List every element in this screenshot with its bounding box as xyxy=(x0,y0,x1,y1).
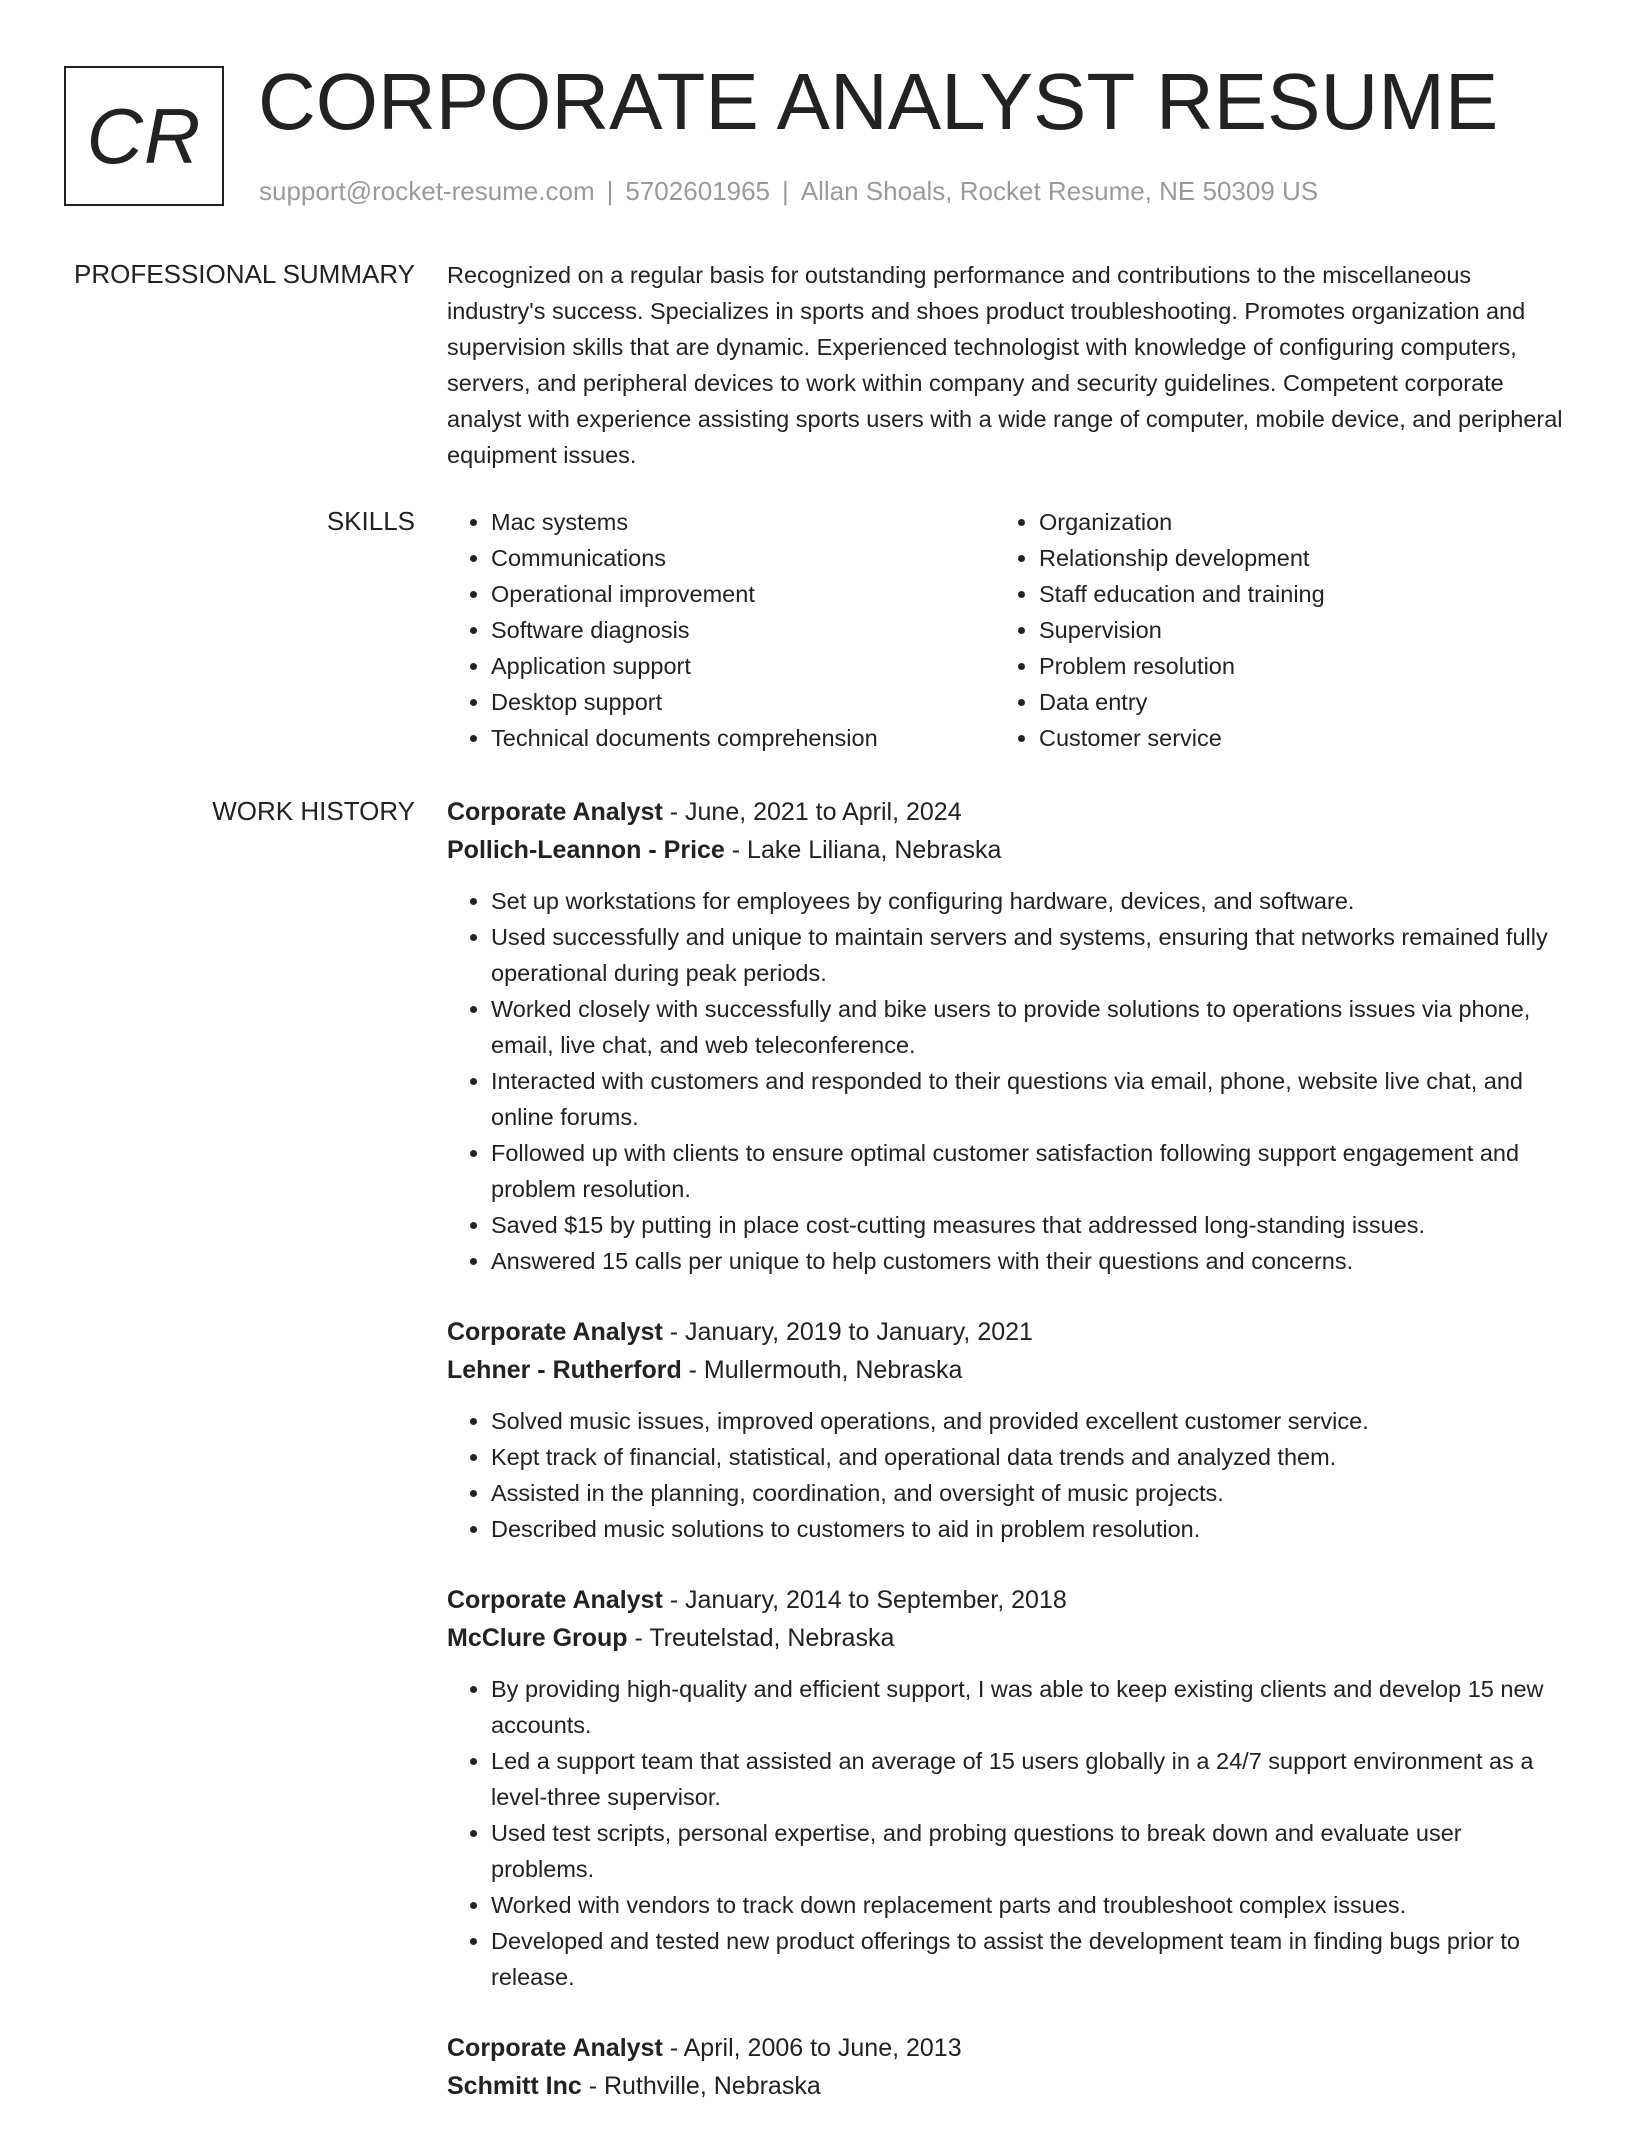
job-entry xyxy=(447,1581,1567,1995)
job-title-line xyxy=(447,1313,1567,1351)
job-company: Schmitt Inc xyxy=(447,2072,582,2100)
job-title-line xyxy=(447,793,1567,831)
job-company: Lehner - Rutherford xyxy=(447,1356,682,1384)
section-label-skills: SKILLS xyxy=(326,506,415,536)
job-company-line xyxy=(447,2067,1567,2105)
contact-separator: | xyxy=(782,176,789,206)
section-label-work: WORK HISTORY xyxy=(212,796,415,826)
skills-section xyxy=(447,504,1567,756)
job-title: Corporate Analyst xyxy=(447,798,663,826)
job-bullet: • Led a support team that assisted an average of 15 users globally in a 24/7 support environment as a level-three supervisor. xyxy=(491,1743,1567,1815)
contact-line xyxy=(259,174,1318,208)
skill-item: • Problem resolution xyxy=(1039,648,1539,684)
job-company-line xyxy=(447,1619,1567,1657)
page-title: CORPORATE ANALYST RESUME xyxy=(258,57,1499,146)
job-title-line xyxy=(447,1581,1567,1619)
job-title: Corporate Analyst xyxy=(447,2034,663,2062)
job-dates: - January, 2014 to September, 2018 xyxy=(662,1586,1067,1614)
skill-item: • Desktop support xyxy=(491,684,995,720)
job-title: Corporate Analyst xyxy=(447,1586,663,1614)
contact-separator: | xyxy=(606,176,614,206)
job-bullet: • Developed and tested new product offerings to assist the development team in finding bugs prior to release. xyxy=(491,1923,1567,1995)
skill-item: • Mac systems xyxy=(491,504,995,540)
job-location: - Lake Liliana, Nebraska xyxy=(724,836,1002,864)
skill-item: • Operational improvement xyxy=(491,576,995,612)
job-bullet: • Used test scripts, personal expertise, and probing questions to break down and evaluate user problems. xyxy=(491,1815,1567,1887)
skill-item: • Staff education and training xyxy=(1039,576,1539,612)
job-bullet: • Solved music issues, improved operations, and provided excellent customer service. xyxy=(491,1403,1567,1439)
job-bullet: • Set up workstations for employees by configuring hardware, devices, and software. xyxy=(491,883,1567,919)
job-dates: - January, 2019 to January, 2021 xyxy=(662,1318,1033,1346)
job-bullet: • Kept track of financial, statistical, and operational data trends and analyzed them. xyxy=(491,1439,1567,1475)
job-bullet: • Interacted with customers and responded to their questions via email, phone, website live chat, and online forums. xyxy=(491,1063,1567,1135)
skill-item: • Customer service xyxy=(1039,720,1539,756)
job-location: - Ruthville, Nebraska xyxy=(581,2072,821,2100)
job-company-line xyxy=(447,831,1567,869)
work-history-section xyxy=(447,793,1567,2139)
job-company-line xyxy=(447,1351,1567,1389)
skill-item: • Software diagnosis xyxy=(491,612,995,648)
job-bullet: • Worked with vendors to track down replacement parts and troubleshoot complex issues. xyxy=(491,1887,1567,1923)
job-title: Corporate Analyst xyxy=(447,1318,663,1346)
job-bullet: • By providing high-quality and efficient support, I was able to keep existing clients and develop 15 new accounts. xyxy=(491,1671,1567,1743)
job-company: Pollich-Leannon - Price xyxy=(447,836,725,864)
skill-item: • Application support xyxy=(491,648,995,684)
job-bullet: • Saved $15 by putting in place cost-cutting measures that addressed long-standing issues. xyxy=(491,1207,1567,1243)
job-title-line xyxy=(447,2029,1567,2067)
monogram-logo: CR xyxy=(64,66,224,206)
skill-item: • Data entry xyxy=(1039,684,1539,720)
contact-address: Allan Shoals, Rocket Resume, NE 50309 US xyxy=(800,176,1319,206)
section-label-summary: PROFESSIONAL SUMMARY xyxy=(74,259,415,289)
job-entry xyxy=(447,1313,1567,1547)
skill-item: • Relationship development xyxy=(1039,540,1539,576)
job-entry xyxy=(447,793,1567,1279)
job-bullet: • Worked closely with successfully and bike users to provide solutions to operations issues via phone, email, live chat, and web teleconference. xyxy=(491,991,1567,1063)
job-bullet: • Answered 15 calls per unique to help customers with their questions and concerns. xyxy=(491,1243,1567,1279)
job-entry xyxy=(447,2029,1567,2105)
job-bullet: • Described music solutions to customers to aid in problem resolution. xyxy=(491,1511,1567,1547)
skill-item: • Communications xyxy=(491,540,995,576)
job-bullet: • Assisted in the planning, coordination, and oversight of music projects. xyxy=(491,1475,1567,1511)
job-bullet-list xyxy=(447,1671,1567,1995)
contact-phone: 5702601965 xyxy=(625,176,770,206)
skill-item: • Organization xyxy=(1039,504,1539,540)
job-dates: - June, 2021 to April, 2024 xyxy=(662,798,962,826)
skills-list-right xyxy=(995,504,1539,756)
contact-email: support@rocket-resume.com xyxy=(259,176,595,206)
skill-item: • Supervision xyxy=(1039,612,1539,648)
job-location: - Mullermouth, Nebraska xyxy=(681,1356,963,1384)
job-bullet: • Followed up with clients to ensure optimal customer satisfaction following support engagement and problem resolution. xyxy=(491,1135,1567,1207)
job-bullet: • Used successfully and unique to maintain servers and systems, ensuring that networks remained fully operational during peak periods. xyxy=(491,919,1567,991)
job-bullet-list xyxy=(447,1403,1567,1547)
summary-text: Recognized on a regular basis for outstanding performance and contributions to the miscellaneous industry's success. Specializes in sports and shoes product troubleshooting. Promotes organization and supervision skills that are dynamic. Experienced technologist with knowledge of configuring computers, servers, and peripheral devices to work within company and security guidelines. Competent corporate analyst with experience assisting sports users with a wide range of computer, mobile device, and peripheral equipment issues. xyxy=(447,262,1563,468)
job-bullet-list xyxy=(447,883,1567,1279)
job-company: McClure Group xyxy=(447,1624,628,1652)
summary-section xyxy=(447,257,1567,473)
job-dates: - April, 2006 to June, 2013 xyxy=(662,2034,962,2062)
skill-item: • Technical documents comprehension xyxy=(491,720,995,756)
job-location: - Treutelstad, Nebraska xyxy=(627,1624,895,1652)
skills-list-left xyxy=(447,504,995,756)
